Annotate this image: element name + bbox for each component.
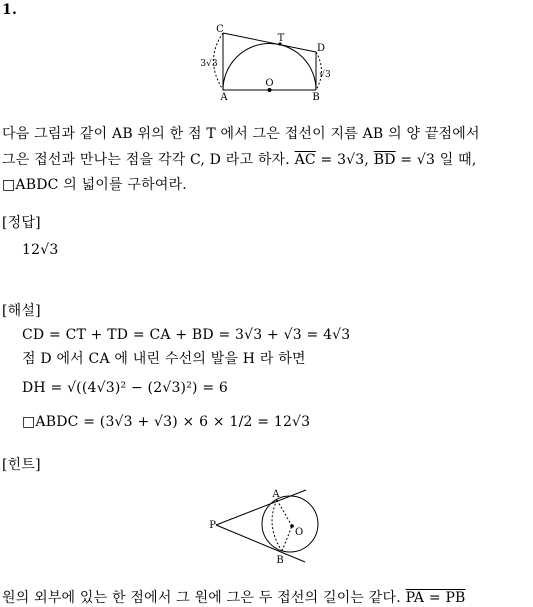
hint-label-B: B xyxy=(276,555,284,566)
hint-text-body: 원의 외부에 있는 한 점에서 그 원에 그은 두 접선의 길이는 같다. xyxy=(2,590,401,606)
answer-value: 12√3 xyxy=(22,242,59,258)
fig1-label-left: 3√3 xyxy=(200,59,218,69)
hint-label-A: A xyxy=(272,489,280,500)
bd-value: = √3 일 때, xyxy=(400,152,477,168)
fig1-label-C: C xyxy=(216,24,224,35)
hint-heading: [힌트] xyxy=(2,457,41,473)
answer-heading: [정답] xyxy=(2,215,41,231)
hint-label-O: O xyxy=(295,527,304,538)
solution-line1: CD = CT + TD = CA + BD = 3√3 + √3 = 4√3 xyxy=(22,327,351,343)
fig1-label-A: A xyxy=(220,92,228,103)
solution-line4: □ABDC = (3√3 + √3) × 6 × 1/2 = 12√3 xyxy=(22,414,311,430)
problem-line2 xyxy=(2,152,477,168)
problem-line2-a: 그은 접선과 만나는 점을 각각 C, D 라고 하자. xyxy=(2,152,290,168)
solution-line2: 점 D 에서 CA 에 내린 수선의 발을 H 라 하면 xyxy=(22,351,306,367)
figure-tangent-circle xyxy=(210,484,310,566)
ac-value: = 3√3, xyxy=(320,152,370,168)
hint-label-P: P xyxy=(209,520,216,531)
fig1-label-D: D xyxy=(317,43,326,54)
bd-segment: $\overline{BD}$ xyxy=(373,152,396,168)
ac-segment: $\overline{AC}$ xyxy=(294,152,316,168)
hint-formula: PA = PB xyxy=(405,590,466,606)
problem-number: 1. xyxy=(2,2,18,18)
problem-line3: □ABDC 의 넓이를 구하여라. xyxy=(2,177,187,193)
fig1-label-T: T xyxy=(277,33,285,44)
fig1-label-B: B xyxy=(312,92,320,103)
solution-heading: [해설] xyxy=(2,303,41,319)
problem-line1: 다음 그림과 같이 AB 위의 한 점 T 에서 그은 접선이 지름 AB 의 양 끝점에서 xyxy=(2,126,480,142)
fig1-label-right: √3 xyxy=(319,70,331,80)
solution-line3: DH = √((4√3)² − (2√3)²) = 6 xyxy=(22,380,229,396)
hint-text xyxy=(2,590,466,606)
fig1-label-O: O xyxy=(265,78,274,89)
figure-semicircle xyxy=(190,20,340,106)
